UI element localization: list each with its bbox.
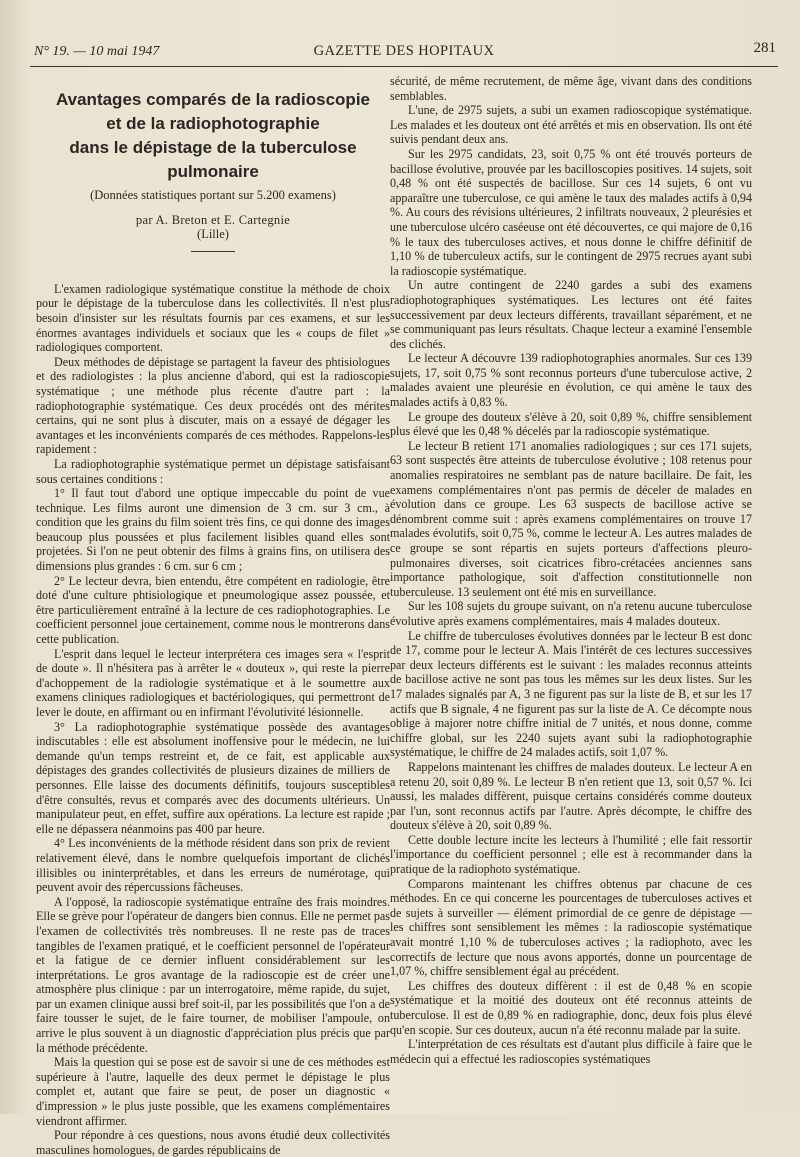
paragraph: 1° Il faut tout d'abord une optique impeccable du point de vue technique. Les films auront une dimension de 3 cm. sur 3 cm., à condition que les grains du film soient très fins, ce qui donne des images beaucoup plus poussées et plus facilement lisibles quand elles sont projetées. Si l'on ne peut obtenir des films à grains fins, on utilisera des dimensions plus grandes : 6 cm. sur 6 cm ; [36,486,390,574]
paragraph: Rappelons maintenant les chiffres de malades douteux. Le lecteur A en a retenu 20, soit 0,89 %. Le lecteur B n'en retient que 13, soit 0,57 %. Ici aussi, les malades diffèrent, puisque certains considérés comme douteux par l'un, sont reconnus actifs par l'autre. Après décompte, le chiffre des douteux s'élève à 20, soit 0,89 %. [390,759,752,833]
article-title-block [36,88,390,252]
paragraph: Le lecteur B retient 171 anomalies radiologiques ; sur ces 171 sujets, 63 sont suspectés être atteints de tuberculose évolutive ; 108 retenus pour anomalies respiratoires ne semblant pas de nature bacillaire. De fait, les examens complémentaires n'ont pas permis de déceler de malades en évolution dans ce groupe. Les 63 suspects de bacillose active se dénombrent comme suit : après examens complémentaires on trouve 17 malades évolutifs, soit 0,75 %, comme le lecteur A. Les autres malades de ce groupe se sont répartis en sujets porteurs d'affections pleuro-pulmonaires diverses, soit cicatrices fibro-crétacées anciennes sans importance pathologique, soit d'affection constitutionnelle non tuberculeuse. 13 seulement ont été mis en surveillance. [390,438,752,599]
page-number: 281 [753,40,776,56]
paragraph: 3° La radiophotographie systématique possède des avantages indiscutables : elle est absolument inoffensive pour le médecin, ne lui demande qu'un temps restreint et, de ce fait, est applicable aux dépistages des grandes collectivités de plusieurs dizaines de milliers de personnes. Elle laisse des documents définitifs, toujours susceptibles d'être consultés, revus et comparés avec des documents ultérieurs. Un manipulateur peut, en effet, suffire aux opérations. La lecture est rapide ; elle ne dépassera néanmoins pas 400 par heure. [36,719,390,836]
paragraph: sécurité, de même recrutement, de même âge, vivant dans des conditions semblables. [390,74,752,103]
article-title-line-2: et de la radiophotographie [106,114,320,133]
right-column [390,74,752,1066]
paragraph: Le lecteur A découvre 139 radiophotographies anormales. Sur ces 139 sujets, 17, soit 0,75 % sont reconnus porteurs d'une tuberculose active, 2 malades avaient une pleurésie en évolution, ce qui amène le taux des malades actifs à 0,83 %. [390,351,752,410]
paragraph: 2° Le lecteur devra, bien entendu, être compétent en radiologie, être doté d'une culture phtisiologique et pneumologique assez poussée, et être particulièrement entraîné à la lecture de ces radiophotographies. Le coefficient personnel joue certainement, comme nous le montrerons dans cette publication. [36,573,390,647]
paragraph: L'examen radiologique systématique constitue la méthode de choix pour le dépistage de la tuberculose dans les collectivités. Il n'est plus besoin d'insister sur les résultats fournis par ces examens, et sur les énormes avantages individuels et sociaux que les « coups de filet » radiologiques comportent. [36,281,390,355]
paragraph: Le groupe des douteux s'élève à 20, soit 0,89 %, chiffre sensiblement plus élevé que les 0,48 % décelés par la radioscopie systématique. [390,409,752,439]
paragraph: La radiophotographie systématique permet un dépistage satisfaisant sous certaines conditions : [36,456,390,486]
paragraph: Un autre contingent de 2240 gardes a subi des examens radiophotographiques systématiques. Les lectures ont été faites successivement par deux lecteurs différents, travaillant séparément, et ne se communiquant pas leurs résultats. Chaque lecteur a examiné l'ensemble des clichés. [390,278,752,351]
paragraph: Sur les 2975 candidats, 23, soit 0,75 % ont été trouvés porteurs de bacillose évolutive, prouvée par les bacilloscopies positives. 14 sujets, soit 0,48 % ont été suspectés de bacillose. Sur ces 14 sujets, 6 ont vu apparaître une tuberculose, ce qui amène le taux des malades actifs à 0,94 %. Au cours des révisions ultérieures, 2 infiltrats nouveaux, 2 pleurésies et une tuberculose ulcéro caséeuse ont été découvertes, ce qui majore de 0,16 % le taux des tuberculoses actives, et nous donne le chiffre définitif de 1,10 % de tuberculeux actifs, sur le contingent de 2975 recrues ayant subi la radioscopie systématique. [390,146,752,278]
paragraph: Sur les 108 sujets du groupe suivant, on n'a retenu aucune tuberculose évolutive après examens complémentaires, mais 4 malades douteux. [390,599,752,628]
article-affiliation: (Lille) [197,227,229,242]
paragraph: Le chiffre de tuberculoses évolutives données par le lecteur B est donc de 17, comme pour le lecteur A. Mais l'intérêt de ces lectures successives par deux lecteurs différents est le suivant : les malades reconnus atteints de bacillose active ne sont pas tous les mêmes sur les deux listes. Sur les 17 malades signalés par A, 3 ne figurent pas sur la liste de B, et sur les 17 actifs que B signale, 4 ne figurent pas sur la liste de A. Ce décompte nous oblige à majorer notre chiffre initial de 7 unités, et nous donne, comme chiffre global, sur les 2240 sujets ayant subi la radiophotographie systématique, le chiffre de 24 malades actifs, soit 1,07 %. [390,628,752,760]
title-divider [191,251,235,252]
paragraph: Les chiffres des douteux diffèrent : il est de 0,48 % en scopie systématique et la moitié des douteux ont été reconnus atteints de tuberculose. Il est de 0,89 % en radiographie, donc, deux fois plus élevé qu'en scopie. Sur ces douteux, aucun n'a été reconnu malade par la suite. [390,978,752,1037]
paragraph: A l'opposé, la radioscopie systématique entraîne des frais moindres. Elle se grève pour l'opérateur de dangers bien connus. Elle ne permet pas l'examen de collectivités très nombreuses. Il ne reste pas de traces tangibles de l'examen pratiqué, et le coefficient personnel de l'opérateur et la fatigue de ce dernier influent considérablement sur les interprétations. Le gros avantage de la radioscopie est de créer une atmosphère plus clinique : par un interrogatoire, même rapide, du sujet, par un examen clinique aussi bref soit-il, par les possibilités que l'on a de faire tousser le sujet, de le faire tourner, de mobiliser l'ampoule, on arrive le plus souvent à un diagnostic d'appréciation plus précis que par la méthode précédente. [36,894,390,1055]
paragraph: Comparons maintenant les chiffres obtenus par chacune de ces méthodes. En ce qui concerne les pourcentages de tuberculoses actives et de sujets à surveiller — élément primordial de ce genre de dépistage — les chiffres sont sensiblement les mêmes : la radioscopie systématique avait montré 1,10 % de tuberculoses actives ; la radiophoto, avec les correctifs de lecture que nous avons apportés, donne un pourcentage de 1,07 %, chiffre sensiblement égal au précédent. [390,876,752,979]
article-authors: par A. Breton et E. Cartegnie [135,212,291,227]
paragraph: L'interprétation de ces résultats est d'autant plus difficile à faire que le médecin qui a effectué les radioscopies systématiques [390,1037,752,1066]
journal-name: GAZETTE DES HOPITAUX [313,43,495,59]
paragraph: Deux méthodes de dépistage se partagent la faveur des phtisiologues et des radiologistes : la plus ancienne d'abord, qui est la radioscopie systématique ; une méthode plus récente d'autre part : la radiophotographie systématique. Ces deux procédés ont des mérites certains, qui ne sont plus à discuter, mais on a essayé de dégager les avantages et les inconvénients comparés de ces méthodes. Rappelons-les rapidement : [36,354,390,457]
paragraph: Mais la question qui se pose est de savoir si une de ces méthodes est supérieure à l'autre, laquelle des deux permet le dépistage le plus complet et, autant que faire se peut, de poser un diagnostic « d'impression » le plus juste possible, que les examens complémentaires viendront affirmer. [36,1055,390,1128]
article-subtitle: (Données statistiques portant sur 5.200 examens) [90,188,336,202]
issue-date: N° 19. — 10 mai 1947 [34,44,160,59]
paragraph: Cette double lecture incite les lecteurs à l'humilité ; elle fait ressortir l'importance du coefficient personnel ; elle est à recommander dans la pratique de la radiophoto systématique. [390,832,752,877]
paragraph: L'esprit dans lequel le lecteur interprétera ces images sera « l'esprit de doute ». Il n'hésitera pas à arrêter le « douteux », qui reste la pierre d'achoppement de la radiologie systématique et à le soumettre aux examens cliniques radiologiques et bactériologiques, qui permettront de lever le doute, en affirmant ou en infirmant l'évolutivité lésionnelle. [36,646,390,719]
left-column [36,74,390,1157]
paragraph: Pour répondre à ces questions, nous avons étudié deux collectivités masculines homologues, de gardes républicains de [36,1128,390,1157]
paragraph: L'une, de 2975 sujets, a subi un examen radioscopique systématique. Les malades et les douteux ont été arrêtés et mis en observation. Ils ont été suivis pendant deux ans. [390,103,752,147]
page-header [30,36,778,67]
article-title-line-3: dans le dépistage de la tuberculose pulmonaire [69,138,357,181]
article-title-line-1: Avantages comparés de la radioscopie [56,90,370,109]
paragraph: 4° Les inconvénients de la méthode résident dans son prix de revient relativement élevé, dans le nombre quelquefois important de clichés illisibles ou ininterprétables, et dans les erreurs de numérotage, qui peuvent avoir des répercussions fâcheuses. [36,836,390,895]
